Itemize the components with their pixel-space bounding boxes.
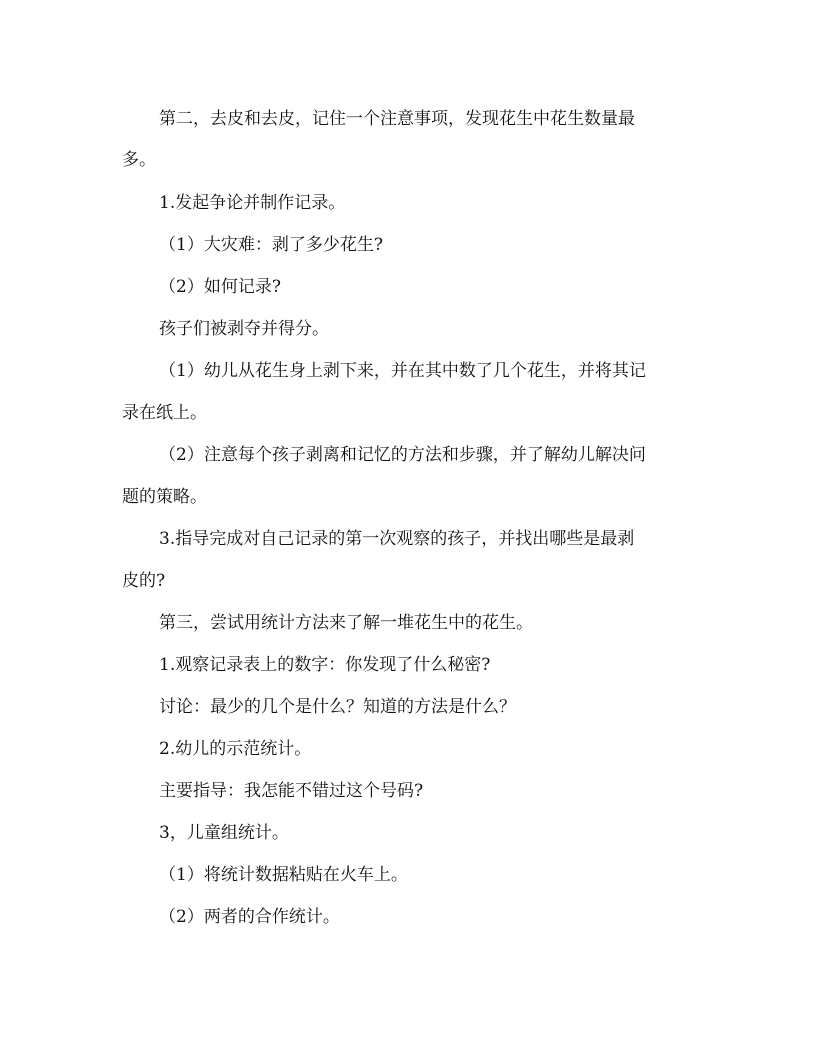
paragraph-line: 题的策略。	[122, 487, 207, 507]
paragraph-line: 多。	[122, 150, 156, 170]
paragraph-line: （2）注意每个孩子剥离和记忆的方法和步骤，并了解幼儿解决问	[159, 445, 646, 465]
paragraph-line: 2.幼儿的示范统计。	[159, 739, 312, 759]
paragraph-line: 讨论：最少的几个是什么？知道的方法是什么？	[159, 697, 516, 717]
paragraph-line: 孩子们被剥夺并得分。	[159, 319, 329, 339]
paragraph-line: （1）大灾难：剥了多少花生?	[159, 235, 383, 255]
paragraph-line: 第三，尝试用统计方法来了解一堆花生中的花生。	[159, 613, 533, 633]
paragraph-line: 录在纸上。	[122, 403, 207, 423]
paragraph-line: 3，儿童组统计。	[159, 823, 289, 843]
paragraph-line: 3.指导完成对自己记录的第一次观察的孩子，并找出哪些是最剥	[159, 529, 635, 549]
paragraph-line: （1）幼儿从花生身上剥下来，并在其中数了几个花生，并将其记	[159, 361, 646, 381]
paragraph-line: （2）如何记录?	[159, 277, 281, 297]
paragraph-line: 皮的?	[122, 571, 166, 591]
paragraph-line: 1.观察记录表上的数字：你发现了什么秘密?	[159, 655, 491, 675]
paragraph-line: 主要指导：我怎能不错过这个号码?	[159, 781, 424, 801]
paragraph-line: 第二，去皮和去皮，记住一个注意事项，发现花生中花生数量最	[159, 109, 635, 129]
paragraph-line: （2）两者的合作统计。	[159, 907, 340, 927]
paragraph-line: （1）将统计数据粘贴在火车上。	[159, 865, 408, 885]
paragraph-line: 1.发起争论并制作记录。	[159, 193, 346, 213]
